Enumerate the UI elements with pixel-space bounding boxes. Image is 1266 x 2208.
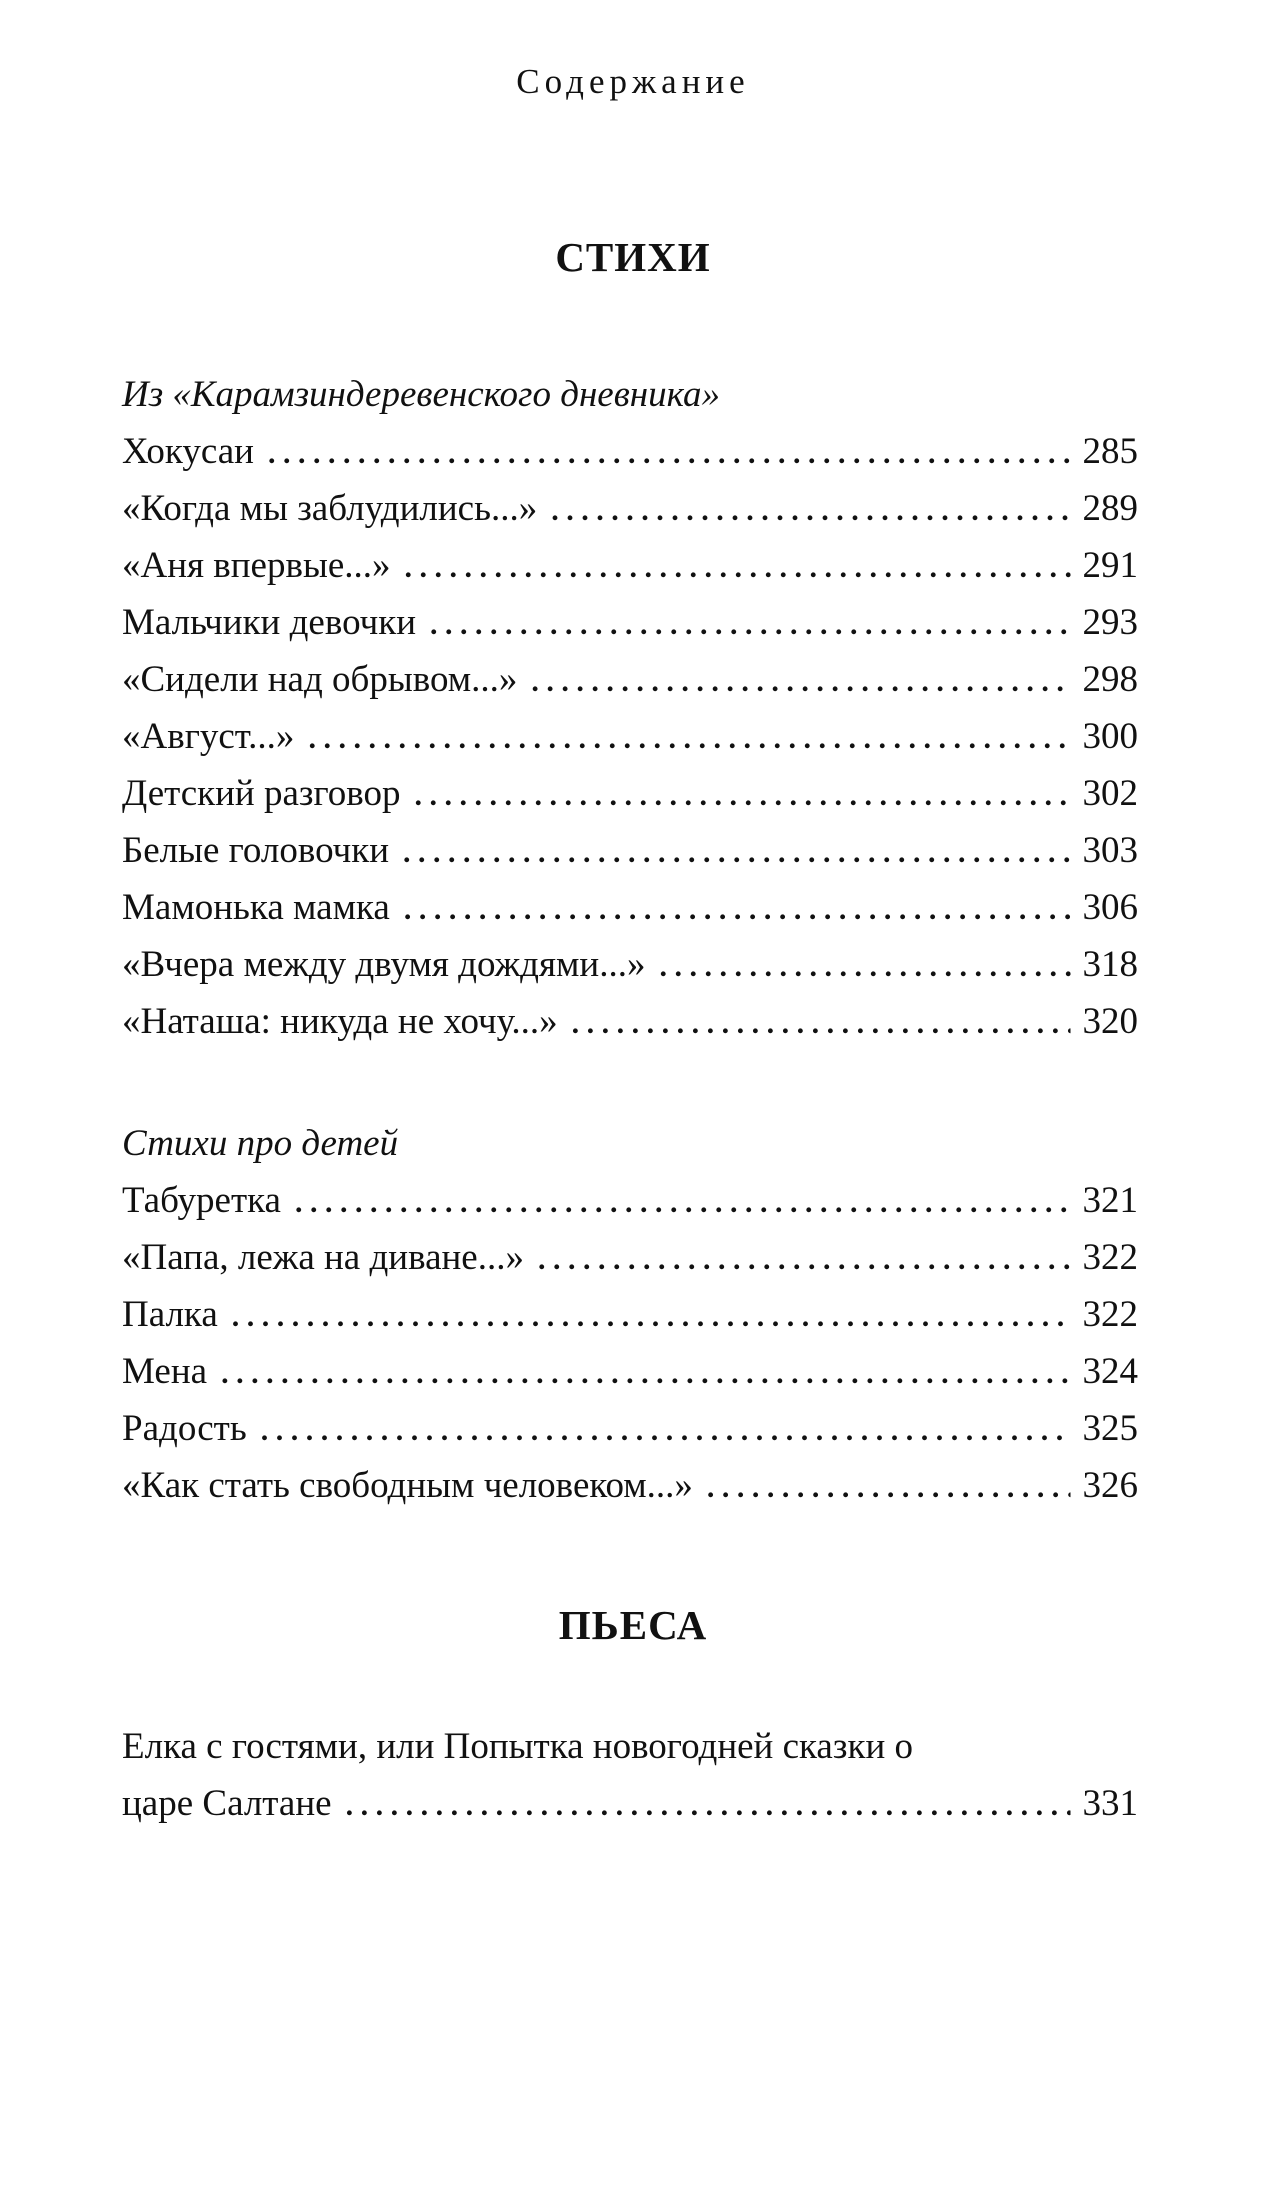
dot-leader	[308, 710, 1070, 767]
entry-title-line2: царе Салтане	[122, 1783, 332, 1824]
toc-entry	[122, 1286, 1138, 1343]
dot-leader	[403, 824, 1070, 881]
toc-entry	[122, 993, 1138, 1050]
dot-leader	[404, 881, 1071, 938]
dot-leader	[707, 1459, 1071, 1516]
entry-page-number: 331	[1082, 1783, 1138, 1824]
entry-title: Мена	[122, 1351, 208, 1392]
group-title: Стихи про детей	[122, 1123, 399, 1164]
entry-page-number: 324	[1082, 1351, 1138, 1392]
entry-title: «Как стать свободным человеком...»	[122, 1465, 693, 1506]
entry-page-number: 326	[1082, 1465, 1138, 1506]
group-title: Из «Карамзиндеревенского дневника»	[122, 374, 721, 415]
entry-title-line1: Елка с гостями, или Попытка новогодней сказки о	[122, 1726, 914, 1767]
toc-entry	[122, 480, 1138, 537]
entry-page-number: 293	[1082, 602, 1138, 643]
entry-title: «Август...»	[122, 716, 295, 757]
entry-title: «Вчера между двумя дождями...»	[122, 944, 646, 985]
toc-entry-play	[122, 1718, 1138, 1832]
toc-entry	[122, 1457, 1138, 1514]
entry-page-number: 300	[1082, 716, 1138, 757]
running-head: Содержание	[516, 62, 750, 101]
entry-title: Детский разговор	[122, 773, 401, 814]
toc-entry	[122, 765, 1138, 822]
dot-leader	[295, 1174, 1071, 1231]
entry-page-number: 285	[1082, 431, 1138, 472]
toc-entry	[122, 879, 1138, 936]
dot-leader	[659, 938, 1070, 995]
toc-group-play	[122, 1718, 1138, 1832]
dot-leader	[430, 596, 1071, 653]
entry-page-number: 322	[1082, 1237, 1138, 1278]
section-title-poems: СТИХИ	[555, 234, 711, 280]
entry-title: «Наташа: никуда не хочу...»	[122, 1001, 558, 1042]
dot-leader	[531, 653, 1070, 710]
entry-page-number: 318	[1082, 944, 1138, 985]
entry-title: «Аня впервые...»	[122, 545, 391, 586]
toc-entry	[122, 1400, 1138, 1457]
dot-leader	[232, 1288, 1071, 1345]
dot-leader	[572, 995, 1071, 1052]
dot-leader	[405, 539, 1071, 596]
dot-leader	[221, 1345, 1070, 1402]
entry-page-number: 302	[1082, 773, 1138, 814]
dot-leader	[551, 482, 1070, 539]
entry-page-number: 320	[1082, 1001, 1138, 1042]
entry-page-number: 289	[1082, 488, 1138, 529]
toc-entry	[122, 1343, 1138, 1400]
dot-leader	[538, 1231, 1071, 1288]
entry-page-number: 325	[1082, 1408, 1138, 1449]
entry-title: Табуретка	[122, 1180, 281, 1221]
toc-entry	[122, 708, 1138, 765]
entry-title: «Сидели над обрывом...»	[122, 659, 518, 700]
toc-entry	[122, 1229, 1138, 1286]
entry-title: Белые головочки	[122, 830, 390, 871]
entry-title: Хокусаи	[122, 431, 254, 472]
entry-page-number: 291	[1082, 545, 1138, 586]
entry-title: Палка	[122, 1294, 218, 1335]
toc-group-karamzin-diary	[122, 366, 1138, 1050]
toc-entry	[122, 936, 1138, 993]
toc-entry-play-line2	[122, 1775, 1138, 1832]
entry-page-number: 322	[1082, 1294, 1138, 1335]
dot-leader	[268, 425, 1071, 482]
toc-entry	[122, 423, 1138, 480]
toc-entry	[122, 651, 1138, 708]
toc-entry	[122, 822, 1138, 879]
entry-page-number: 321	[1082, 1180, 1138, 1221]
toc-entry	[122, 594, 1138, 651]
dot-leader	[346, 1777, 1071, 1834]
toc-list	[122, 423, 1138, 1050]
entry-title: «Папа, лежа на диване...»	[122, 1237, 524, 1278]
dot-leader	[415, 767, 1071, 824]
section-title-play: ПЬЕСА	[558, 1602, 708, 1648]
entry-title: Радость	[122, 1408, 247, 1449]
toc-list	[122, 1172, 1138, 1514]
toc-entry	[122, 537, 1138, 594]
entry-page-number: 298	[1082, 659, 1138, 700]
toc-group-poems-about-children	[122, 1115, 1138, 1514]
toc-entry	[122, 1172, 1138, 1229]
entry-title: «Когда мы заблудились...»	[122, 488, 538, 529]
entry-title: Мальчики девочки	[122, 602, 416, 643]
entry-title: Мамонька мамка	[122, 887, 390, 928]
entry-page-number: 303	[1082, 830, 1138, 871]
dot-leader	[261, 1402, 1071, 1459]
entry-page-number: 306	[1082, 887, 1138, 928]
